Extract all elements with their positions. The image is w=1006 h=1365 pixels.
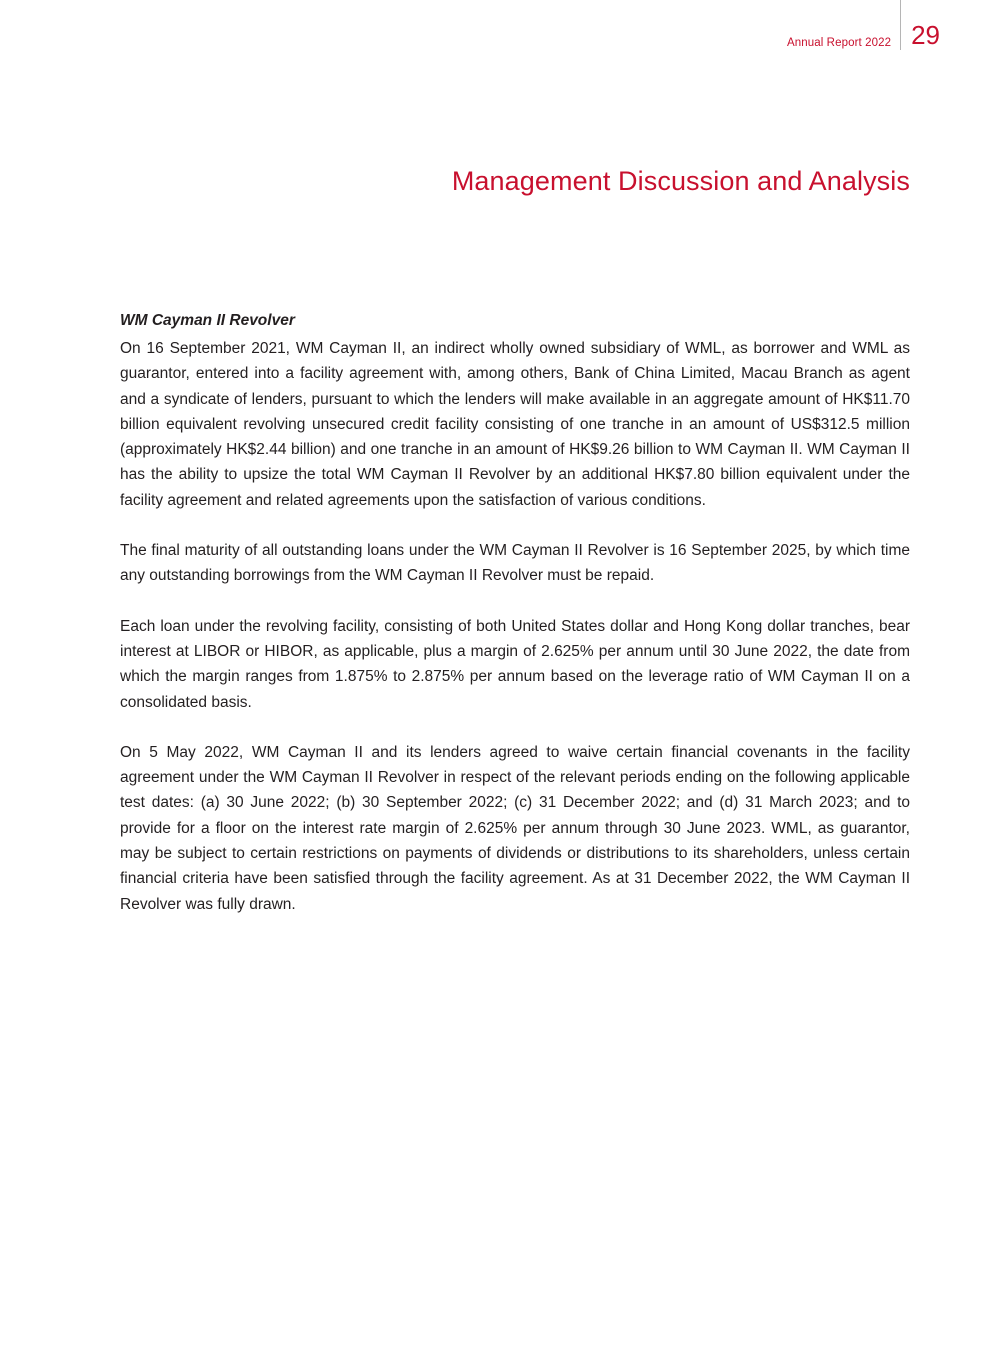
paragraph: Each loan under the revolving facility, consisting of both United States dollar and Hong Kong dollar tranches, bear interest at LIBOR or HIBOR, as applicable, plus a margin of 2.625% per annum until 30 June 2022, the date from which the margin ranges from 1.875% to 2.875% per annum based on the leverage ratio of WM Cayman II on a consolidated basis. (120, 617, 910, 711)
page-header (787, 0, 940, 50)
paragraph: On 5 May 2022, WM Cayman II and its lenders agreed to waive certain financial covenants in the facility agreement under the WM Cayman II Revolver in respect of the relevant periods ending on the following applicable test dates: (a) 30 June 2022; (b) 30 September 2022; (c) 31 December 2022; and (d) 31 March 2023; and to provide for a floor on the interest rate margin of 2.625% per annum through 30 June 2023. WML, as guarantor, may be subject to certain restrictions on payments of dividends or distributions to its shareholders, unless certain financial criteria have been satisfied through the facility agreement. As at 31 December 2022, the WM Cayman II Revolver was fully drawn. (120, 743, 910, 913)
header-divider (900, 0, 901, 50)
paragraph: The final maturity of all outstanding loans under the WM Cayman II Revolver is 16 September 2025, by which time any outstanding borrowings from the WM Cayman II Revolver must be repaid. (120, 542, 910, 585)
page-number: 29 (911, 20, 940, 50)
report-label: Annual Report 2022 (786, 37, 892, 49)
body-content (120, 311, 910, 942)
subheading: WM Cayman II Revolver (120, 312, 295, 329)
section-title: Management Discussion and Analysis (451, 166, 910, 196)
paragraph: On 16 September 2021, WM Cayman II, an indirect wholly owned subsidiary of WML, as borrower and WML as guarantor, entered into a facility agreement with, among others, Bank of China Limited, Macau Branch as agent and a syndicate of lenders, pursuant to which the lenders will make available in an aggregate amount of HK$11.70 billion equivalent revolving unsecured credit facility consisting of one tranche in an amount of US$312.5 million (approximately HK$2.44 billion) and one tranche in an amount of HK$9.26 billion to WM Cayman II. WM Cayman II has the ability to upsize the total WM Cayman II Revolver by an additional HK$7.80 billion equivalent under the facility agreement and related agreements upon the satisfaction of various conditions. (120, 340, 910, 509)
